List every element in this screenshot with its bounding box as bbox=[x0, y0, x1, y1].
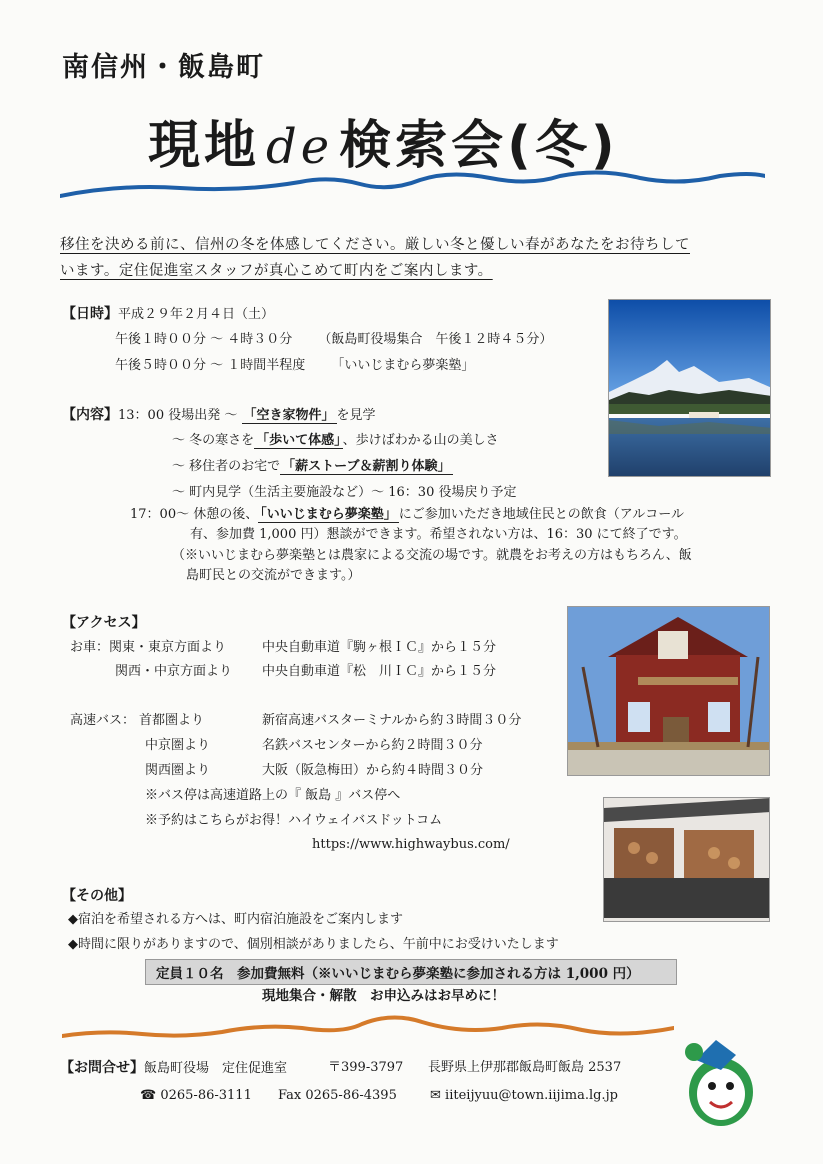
mascot-icon bbox=[676, 1030, 766, 1130]
mascot bbox=[676, 1030, 766, 1130]
time-2-note: 「いいじまむら夢楽塾」 bbox=[331, 358, 475, 373]
item-3-pre: ～ 移住者のお宅で bbox=[172, 459, 281, 474]
content-item-5-line-2: 有、参加費 1,000 円）懇談ができます。希望されない方は、16：30 にて終了です。 bbox=[190, 527, 687, 542]
contact-email-link[interactable] bbox=[430, 1086, 618, 1106]
capacity-banner: 定員１０名 参加費無料（※いいじまむら夢楽塾に参加される方は 1,000 円） bbox=[145, 959, 677, 985]
content-item-2 bbox=[172, 431, 499, 451]
schedule-section bbox=[62, 304, 274, 325]
bus-2-route: 名鉄バスセンターから約２時間３０分 bbox=[262, 738, 483, 753]
item-5-highlight: 「いいじまむら夢楽塾」 bbox=[260, 507, 397, 522]
item-1-pre: 13：00 役場出発 ～ bbox=[118, 408, 238, 423]
bus-1 bbox=[70, 711, 204, 731]
car-1-route: 中央自動車道『駒ヶ根ＩＣ』から１５分 bbox=[262, 640, 497, 655]
contact-label: 【お問合せ】 bbox=[60, 1060, 144, 1076]
item-2-post: 、歩けばわかる山の美しさ bbox=[342, 433, 499, 448]
content-item-1 bbox=[62, 405, 376, 426]
access-label: 【アクセス】 bbox=[62, 615, 146, 631]
mountain-lake-illustration bbox=[609, 300, 771, 477]
highwaybus-link[interactable]: https://www.highwaybus.com/ bbox=[312, 837, 510, 852]
contact-row-2 bbox=[140, 1086, 252, 1106]
bus-note-2: ※予約はこちらがお得！ハイウェイバスドットコム bbox=[145, 813, 443, 828]
content-item-5 bbox=[130, 505, 684, 525]
item-3-highlight: 「薪ストーブ＆薪割り体験」 bbox=[282, 459, 451, 474]
intro-text bbox=[60, 232, 785, 284]
bus-1-route: 新宿高速バスターミナルから約３時間３０分 bbox=[262, 713, 522, 728]
subtitle: 南信州・飯島町 bbox=[62, 52, 265, 83]
bus-3-from: 関西圏より bbox=[145, 763, 211, 778]
other-item-2: ◆時間に限りがありますので、個別相談がありましたら、午前中にお受けいたします bbox=[68, 937, 559, 952]
phone-icon: ☎ bbox=[140, 1088, 157, 1103]
content-note-2: 島町民との交流ができます。） bbox=[186, 568, 361, 583]
contact-tel: 0265-86-3111 bbox=[160, 1088, 252, 1103]
car-2-from: 関西・中京方面より bbox=[115, 664, 233, 679]
intro-line-2: います。定住促進室スタッフが真心こめて町内をご案内します。 bbox=[60, 263, 493, 279]
item-1-highlight: 「空き家物件」 bbox=[243, 408, 335, 423]
schedule-date: 平成２９年２月４日（土） bbox=[118, 307, 275, 322]
contact-office: 飯島町役場 定住促進室 bbox=[144, 1061, 288, 1076]
schedule-time-2 bbox=[115, 356, 474, 376]
schedule-label: 【日時】 bbox=[62, 306, 118, 322]
mail-icon: ✉ bbox=[430, 1088, 441, 1103]
red-house-illustration bbox=[568, 607, 770, 776]
bus-3-route: 大阪（阪急梅田）から約４時間３０分 bbox=[262, 763, 484, 778]
item-5-pre: 17：00～ 休憩の後、 bbox=[130, 507, 259, 522]
bus-2-from: 中京圏より bbox=[145, 738, 211, 753]
schedule-time-1 bbox=[115, 330, 552, 350]
contact-fax: Fax 0265-86-4395 bbox=[278, 1088, 397, 1103]
car-label: お車： bbox=[70, 640, 110, 655]
car-2-route: 中央自動車道『松 川ＩＣ』から１５分 bbox=[262, 664, 497, 679]
contact-address: 長野県上伊那郡飯島町飯島 2537 bbox=[428, 1060, 622, 1075]
bus-note-1: ※バス停は高速道路上の『 飯島 』バス停へ bbox=[145, 788, 401, 803]
firewood-illustration bbox=[604, 798, 770, 922]
mountain-wave-bottom bbox=[62, 1010, 674, 1044]
item-5-post: にご参加いただき地域住民との飲食（アルコール bbox=[398, 507, 684, 522]
meeting-note: 現地集合・解散 お申込みはお早めに！ bbox=[262, 988, 505, 1004]
title-post: 検索会(冬) bbox=[339, 116, 619, 176]
photo-mountain-lake bbox=[608, 299, 771, 477]
bus-1-from: 首都圏より bbox=[139, 713, 205, 728]
item-2-highlight: 「歩いて体感」 bbox=[256, 433, 341, 448]
other-item-1: ◆宿泊を希望される方へは、町内宿泊施設をご案内します bbox=[68, 912, 403, 927]
content-label: 【内容】 bbox=[62, 407, 118, 423]
other-label: 【その他】 bbox=[62, 888, 132, 904]
content-note-1: （※いいじまむら夢楽塾とは農家による交流の場です。就農をお考えの方はもちろん、飯 bbox=[172, 548, 692, 563]
time-1-note: （飯島町役場集合 午後１２時４５分） bbox=[318, 332, 553, 347]
title-de: de bbox=[266, 119, 334, 175]
content-item-3 bbox=[172, 457, 453, 477]
item-2-pre: ～ 冬の寒さを bbox=[172, 433, 255, 448]
time-1: 午後１時００分 ～ ４時３０分 bbox=[115, 332, 293, 347]
photo-red-house bbox=[567, 606, 770, 776]
content-item-4: ～ 町内見学（生活主要施設など）～ 16：30 役場戻り予定 bbox=[172, 485, 517, 500]
photo-firewood bbox=[603, 797, 770, 922]
time-2: 午後５時００分 ～ １時間半程度 bbox=[115, 358, 306, 373]
contact-postal: 〒399-3797 bbox=[328, 1060, 404, 1075]
access-car-1 bbox=[70, 638, 226, 658]
item-1-post: を見学 bbox=[336, 408, 376, 423]
mountain-wave-top bbox=[60, 162, 765, 207]
title-pre: 現地 bbox=[148, 116, 261, 176]
car-1-from: 関東・東京方面より bbox=[109, 640, 227, 655]
contact-email: iiteijyuu@town.iijima.lg.jp bbox=[445, 1088, 618, 1103]
contact-row-1 bbox=[60, 1058, 287, 1079]
bus-label: 高速バス： bbox=[70, 713, 136, 728]
intro-line-1: 移住を決める前に、信州の冬を体感してください。厳しい冬と優しい春があなたをお待ちして bbox=[60, 237, 690, 253]
